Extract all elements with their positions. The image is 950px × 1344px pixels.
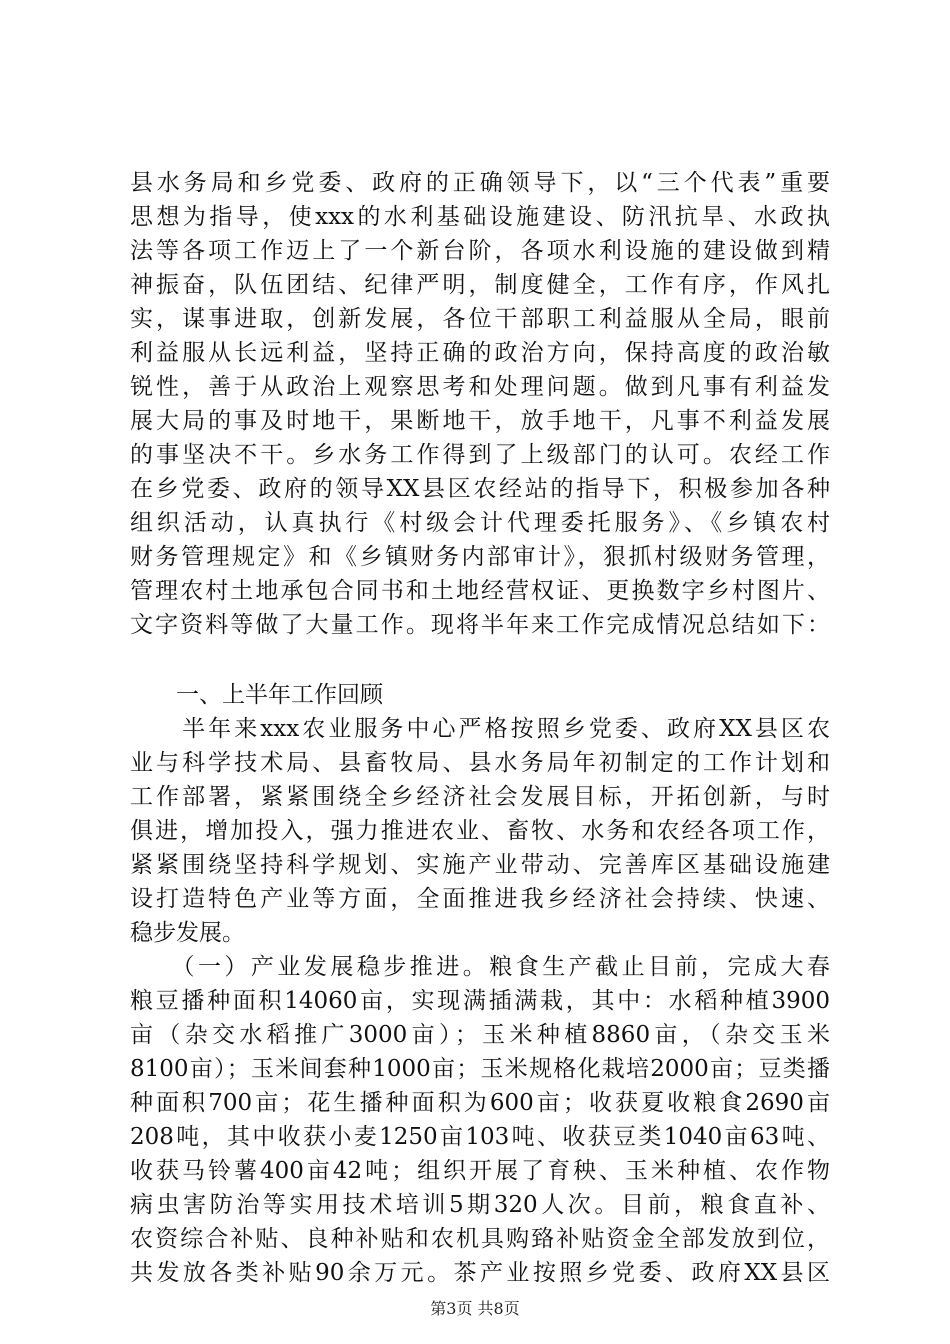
text-line: 农资综合补贴、良种补贴和农机具购臵补贴资金全部发放到位， — [130, 1226, 830, 1252]
text-line: 实，谋事进取，创新发展，各位干部职工利益服从全局，眼前 — [130, 306, 830, 332]
text-line: 亩（杂交水稻推广3000亩）；玉米种植8860亩，（杂交玉米 — [130, 1022, 830, 1048]
text-line: 设打造特色产业等方面，全面推进我乡经济社会持续、快速、 — [130, 886, 830, 912]
text-line: 思想为指导，使xxx的水利基础设施建设、防汛抗旱、水政执 — [130, 204, 830, 230]
text-line: 组织活动，认真执行《村级会计代理委托服务》、《乡镇农村 — [130, 510, 830, 536]
text-line: 半年来xxx农业服务中心严格按照乡党委、政府XX县区农 — [130, 716, 830, 742]
text-line: 的事坚决不干。乡水务工作得到了上级部门的认可。农经工作 — [130, 442, 830, 468]
text-line: 神振奋，队伍团结、纪律严明，制度健全，工作有序，作风扎 — [130, 272, 830, 298]
text-line: 收获马铃薯400亩42吨；组织开展了育秧、玉米种植、农作物 — [130, 1158, 830, 1184]
text-line: 病虫害防治等实用技术培训5期320人次。目前，粮食直补、 — [130, 1192, 830, 1218]
text-line: 利益服从长远利益，坚持正确的政治方向，保持高度的政治敏 — [130, 340, 830, 366]
text-line: 县水务局和乡党委、政府的正确领导下，以“三个代表”重要 — [130, 170, 830, 196]
text-line: 业与科学技术局、县畜牧局、县水务局年初制定的工作计划和 — [130, 750, 830, 776]
text-line: 管理农村土地承包合同书和土地经营权证、更换数字乡村图片、 — [130, 578, 830, 604]
text-line: 工作部署，紧紧围绕全乡经济社会发展目标，开拓创新，与时 — [130, 784, 830, 810]
text-line: 208吨，其中收获小麦1250亩103吨、收获豆类1040亩63吨、 — [130, 1124, 830, 1150]
text-line: 紧紧围绕坚持科学规划、实施产业带动、完善库区基础设施建 — [130, 852, 830, 878]
page-number-footer: 第3页 共8页 — [430, 1299, 520, 1318]
text-line: 展大局的事及时地干，果断地干，放手地干，凡事不利益发展 — [130, 408, 830, 434]
text-line: 法等各项工作迈上了一个新台阶，各项水利设施的建设做到精 — [130, 238, 830, 264]
text-line: 种面积700亩；花生播种面积为600亩；收获夏收粮食2690亩 — [130, 1090, 830, 1116]
text-line: 粮豆播种面积14060亩，实现满插满栽，其中：水稻种植3900 — [130, 988, 830, 1014]
section-heading: 一、上半年工作回顾 — [130, 682, 383, 708]
text-line: 在乡党委、政府的领导XX县区农经站的指导下，积极参加各种 — [130, 476, 830, 502]
text-line: 锐性，善于从政治上观察思考和处理问题。做到凡事有利益发 — [130, 374, 830, 400]
text-line: 文字资料等做了大量工作。现将半年来工作完成情况总结如下： — [130, 612, 830, 638]
text-line: （一）产业发展稳步推进。粮食生产截止目前，完成大春 — [130, 954, 830, 980]
text-line: 财务管理规定》和《乡镇财务内部审计》，狠抓村级财务管理， — [130, 544, 830, 570]
text-line: 共发放各类补贴90余万元。茶产业按照乡党委、政府XX县区 — [130, 1260, 830, 1286]
text-line: 稳步发展。 — [130, 920, 245, 946]
text-line: 8100亩）；玉米间套种1000亩；玉米规格化栽培2000亩；豆类播 — [130, 1056, 830, 1082]
text-line: 俱进，增加投入，强力推进农业、畜牧、水务和农经各项工作， — [130, 818, 830, 844]
